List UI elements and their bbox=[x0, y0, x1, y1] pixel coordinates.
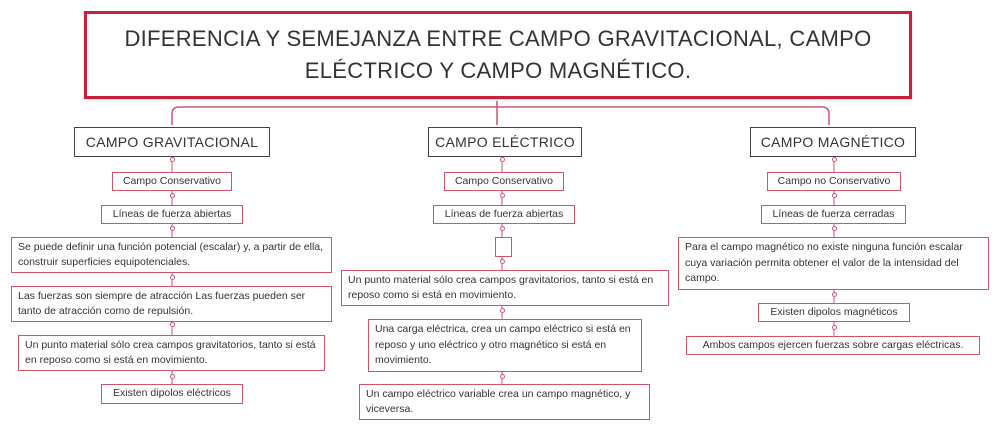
connector-dot bbox=[500, 259, 505, 264]
connector-dot bbox=[832, 325, 837, 330]
connector-dot bbox=[170, 193, 175, 198]
electrico-lineas-fuerza: Líneas de fuerza abiertas bbox=[433, 205, 575, 224]
magnetico-campo-no-conservativo: Campo no Conservativo bbox=[767, 172, 901, 191]
electrico-punto-material: Un punto material sólo crea campos gravitatorios, tanto si está en reposo como si está en movimiento. bbox=[341, 270, 669, 306]
gravitacional-funcion-potencial: Se puede definir una función potencial (escalar) y, a partir de ella, construir superficies equipotenciales. bbox=[11, 237, 332, 273]
magnetico-dipolos-magneticos: Existen dipolos magnéticos bbox=[758, 303, 910, 322]
connector-dot bbox=[500, 193, 505, 198]
gravitacional-fuerzas-atraccion: Las fuerzas son siempre de atracción Las fuerzas pueden ser tanto de atracción como de repulsión. bbox=[11, 286, 332, 322]
connector-dot bbox=[170, 374, 175, 379]
connector-dot bbox=[832, 226, 837, 231]
gravitacional-dipolos-electricos: Existen dipolos eléctricos bbox=[101, 384, 243, 404]
connector-dot bbox=[170, 157, 175, 162]
gravitacional-lineas-fuerza: Líneas de fuerza abiertas bbox=[101, 205, 243, 224]
connector-dot bbox=[832, 292, 837, 297]
electrico-empty-node bbox=[495, 237, 512, 257]
connector-dot bbox=[500, 226, 505, 231]
connector-dot bbox=[170, 275, 175, 280]
gravitacional-campo-conservativo: Campo Conservativo bbox=[112, 172, 232, 191]
gravitacional-punto-material: Un punto material sólo crea campos gravitatorios, tanto si está en reposo como si está en movimiento. bbox=[18, 335, 325, 371]
magnetico-lineas-fuerza: Líneas de fuerza cerradas bbox=[761, 205, 906, 224]
connector-dot bbox=[500, 308, 505, 313]
connector-dot bbox=[170, 226, 175, 231]
connector-dot bbox=[832, 157, 837, 162]
connector-dot bbox=[170, 322, 175, 327]
electrico-carga-electrica: Una carga eléctrica, crea un campo eléctrico si está en reposo y uno eléctrico y otro magnético si está en movimiento. bbox=[368, 319, 642, 372]
heading-campo-gravitacional: CAMPO GRAVITACIONAL bbox=[74, 127, 270, 157]
heading-campo-electrico: CAMPO ELÉCTRICO bbox=[428, 127, 582, 157]
connector-dot bbox=[500, 157, 505, 162]
connector-dot bbox=[832, 193, 837, 198]
electrico-campo-conservativo: Campo Conservativo bbox=[444, 172, 564, 191]
heading-campo-magnetico: CAMPO MAGNÉTICO bbox=[750, 127, 916, 157]
title-text: DIFERENCIA Y SEMEJANZA ENTRE CAMPO GRAVITACIONAL, CAMPO ELÉCTRICO Y CAMPO MAGNÉTICO. bbox=[124, 26, 872, 83]
connector-dot bbox=[500, 374, 505, 379]
magnetico-funcion-escalar: Para el campo magnético no existe ninguna función escalar cuya variación permita obtener el valor de la intensidad del campo. bbox=[678, 237, 989, 290]
electrico-campo-variable: Un campo eléctrico variable crea un campo magnético, y viceversa. bbox=[359, 384, 650, 420]
magnetico-ambos-campos: Ambos campos ejercen fuerzas sobre cargas eléctricas. bbox=[686, 336, 980, 355]
diagram-title bbox=[84, 11, 912, 99]
